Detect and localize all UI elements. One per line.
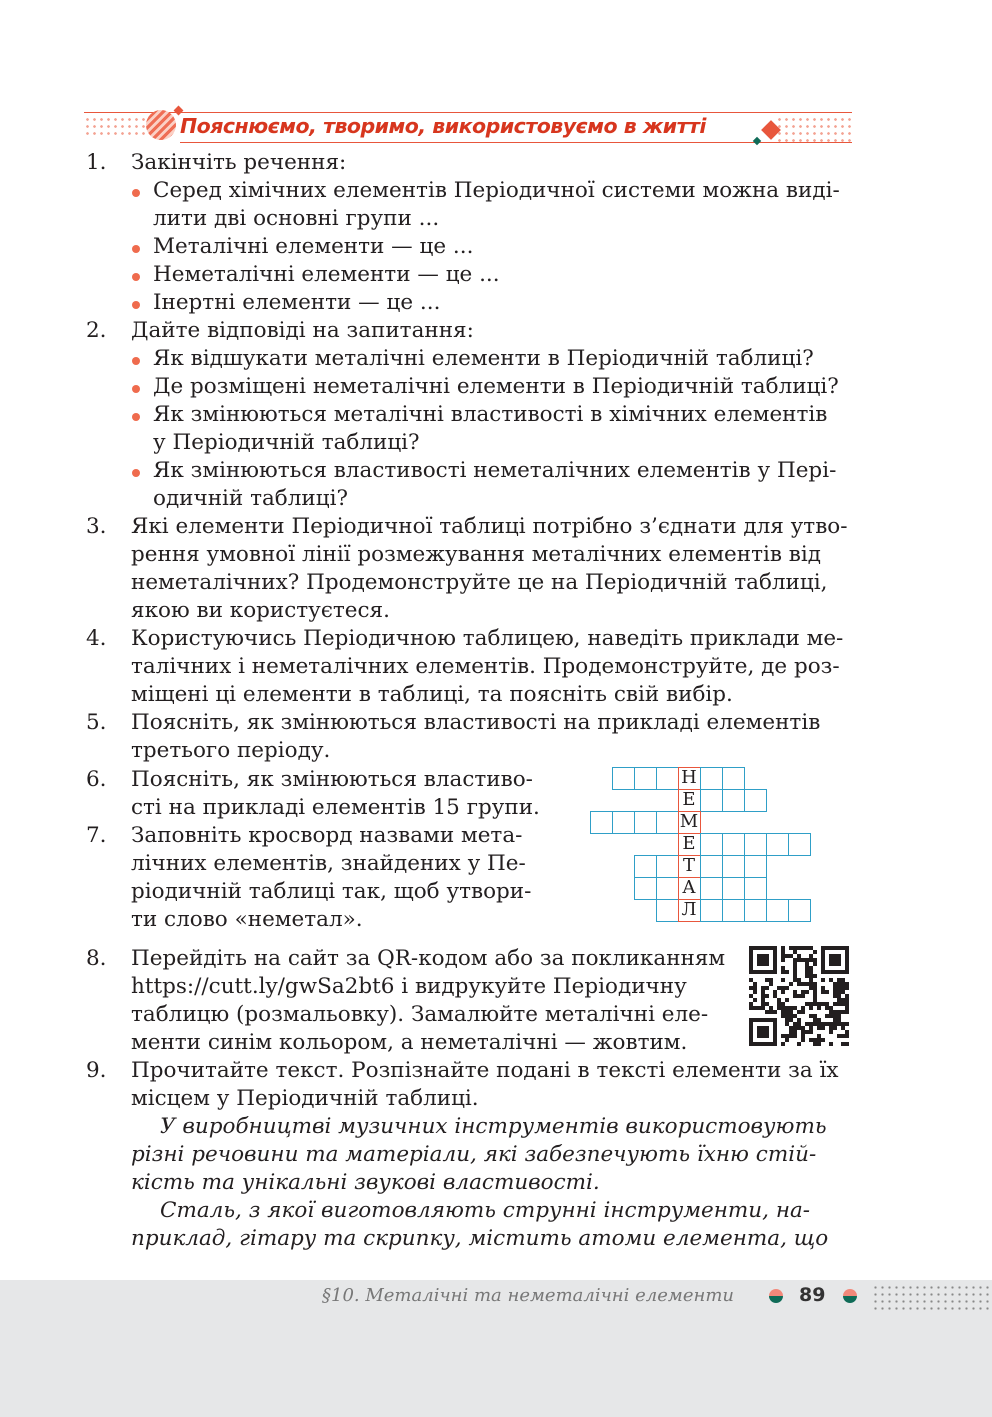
crossword-cell[interactable] (700, 767, 723, 790)
crossword-letter: Н (681, 767, 697, 788)
task-number: 6. (86, 767, 107, 792)
reading-text: кість та унікальні звукові властивості. (131, 1170, 600, 1195)
crossword-cell[interactable] (744, 833, 767, 856)
section-header (84, 108, 852, 148)
bullet-icon (132, 385, 140, 393)
crossword-cell[interactable] (744, 877, 767, 900)
bullet-icon (132, 413, 140, 421)
crossword-letter: Е (682, 789, 696, 810)
bullet-icon (132, 245, 140, 253)
crossword-cell[interactable] (612, 811, 635, 834)
task-text: ти слово «неметал». (131, 907, 363, 932)
bullet-icon (132, 189, 140, 197)
crossword-cell[interactable] (722, 899, 745, 922)
crossword-cell[interactable] (722, 833, 745, 856)
task-text: Користуючись Періодичною таблицею, наведіть приклади ме- (131, 626, 844, 651)
task-text: місцем у Періодичній таблиці. (131, 1086, 479, 1111)
crossword-cell[interactable] (744, 789, 767, 812)
page-number: 89 (799, 1284, 826, 1306)
crossword-cell[interactable] (612, 767, 635, 790)
reading-text: У виробництві музичних інструментів використовують (160, 1114, 827, 1139)
task-text: Закінчіть речення: (131, 150, 347, 175)
bullet-text: Де розміщені неметалічні елементи в Періодичній таблиці? (153, 374, 839, 399)
task-text: Поясніть, як змінюються властивості на прикладі елементів (131, 710, 821, 735)
crossword-letter: Т (682, 855, 695, 876)
crossword-cell[interactable] (788, 833, 811, 856)
task-number: 7. (86, 823, 107, 848)
reading-text: різні речовини та матеріали, які забезпечують їхню стій- (131, 1142, 817, 1167)
bullet-text: Металічні елементи — це ... (153, 234, 474, 259)
bullet-icon (132, 469, 140, 477)
section-title: Пояснюємо, творимо, використовуємо в житті (180, 114, 706, 138)
crossword-cell[interactable] (700, 899, 723, 922)
crossword-cell[interactable] (634, 767, 657, 790)
task-text: Заповніть кросворд назвами мета- (131, 823, 523, 848)
bullet-text: Інертні елементи — це ... (153, 290, 441, 315)
task-text: міщені ці елементи в таблиці, та поясніть свій вибір. (131, 682, 733, 707)
task-number: 1. (86, 150, 107, 175)
header-rule-top (84, 112, 852, 113)
reading-text: приклад, гітару та скрипку, містить атоми елемента, що (131, 1226, 829, 1251)
bullet-text: Неметалічні елементи — це ... (153, 262, 500, 287)
task-number: 4. (86, 626, 107, 651)
bullet-icon (132, 301, 140, 309)
task-number: 9. (86, 1058, 107, 1083)
task-text: таблицю (розмальовку). Замалюйте металічні еле- (131, 1002, 709, 1027)
reading-text: Сталь, з якої виготовляють струнні інструменти, на- (160, 1198, 811, 1223)
crossword-cell[interactable] (744, 899, 767, 922)
task-text: сті на прикладі елементів 15 групи. (131, 795, 540, 820)
striped-circle-icon (146, 110, 176, 140)
crossword-letter: М (679, 811, 699, 832)
task-number: 8. (86, 946, 107, 971)
crossword-cell[interactable] (656, 877, 679, 900)
task-text: Поясніть, як змінюються властиво- (131, 767, 533, 792)
crossword-cell[interactable] (766, 833, 789, 856)
bullet-text: Як відшукати металічні елементи в Періодичній таблиці? (153, 346, 814, 371)
circle-icon (843, 1289, 857, 1303)
crossword-letter: Л (681, 899, 697, 920)
crossword-cell[interactable] (656, 767, 679, 790)
task-text: Які елементи Періодичної таблиці потрібно з’єднати для утво- (131, 514, 848, 539)
crossword-cell[interactable] (722, 767, 745, 790)
task-text: лічних елементів, знайдених у Пе- (131, 851, 526, 876)
crossword-cell[interactable] (700, 855, 723, 878)
task-link-text: https://cutt.ly/gwSa2bt6 і видрукуйте Періодичну (131, 974, 687, 999)
bullet-text: одичній таблиці? (153, 486, 348, 511)
text-run: Серед хімічних елементів Періодичної системи можна виді- (153, 178, 840, 203)
crossword-cell[interactable] (722, 789, 745, 812)
bullet-text: Як змінюються властивості неметалічних елементів у Пері- (153, 458, 837, 483)
task-number: 2. (86, 318, 107, 343)
bullet-icon (132, 273, 140, 281)
crossword-cell[interactable] (722, 855, 745, 878)
dot-pattern-right (776, 116, 852, 142)
crossword-cell[interactable] (634, 855, 657, 878)
task-text: Перейдіть на сайт за QR-кодом або за покликанням (131, 946, 726, 971)
bullet-icon (132, 357, 140, 365)
crossword-cell[interactable] (700, 877, 723, 900)
crossword-cell[interactable] (656, 855, 679, 878)
qr-code[interactable] (749, 946, 849, 1046)
crossword-cell[interactable] (634, 877, 657, 900)
task-text: менти синім кольором, а неметалічні — жовтим. (131, 1030, 688, 1055)
task-number: 3. (86, 514, 107, 539)
circle-icon (769, 1289, 783, 1303)
crossword-letter: А (682, 877, 696, 898)
crossword-cell[interactable] (656, 899, 679, 922)
dot-pattern-left (84, 116, 154, 138)
task-text: Прочитайте текст. Розпізнайте подані в тексті елементи за їх (131, 1058, 839, 1083)
task-text: рення умовної лінії розмежування металічних елементів від (131, 542, 822, 567)
task-text: Дайте відповіді на запитання: (131, 318, 474, 343)
bullet-text: Як змінюються металічні властивості в хімічних елементів (153, 402, 828, 427)
crossword-cell[interactable] (656, 811, 679, 834)
task-number: 5. (86, 710, 107, 735)
task-text: якою ви користуєтеся. (131, 598, 390, 623)
crossword-cell[interactable] (766, 899, 789, 922)
bullet-text: у Періодичній таблиці? (153, 430, 420, 455)
crossword-cell[interactable] (700, 789, 723, 812)
header-rule-bottom (180, 142, 852, 143)
bullet-text (153, 177, 850, 205)
crossword-cell[interactable] (788, 899, 811, 922)
crossword-cell[interactable] (700, 833, 723, 856)
task-text: талічних і неметалічних елементів. Продемонструйте, де роз- (131, 654, 840, 679)
crossword-cell[interactable] (590, 811, 613, 834)
bullet-text: лити дві основні групи ... (153, 206, 440, 231)
crossword-cell[interactable] (722, 877, 745, 900)
crossword-cell[interactable] (634, 811, 657, 834)
task-text: третього періоду. (131, 738, 331, 763)
crossword-letter: Е (682, 833, 696, 854)
task-text: неметалічних? Продемонструйте це на Періодичній таблиці, (131, 570, 828, 595)
diamond-icon (753, 137, 761, 145)
task-text: ріодичній таблиці так, щоб утвори- (131, 879, 532, 904)
footer-section-title: §10. Металічні та неметалічні елементи (322, 1285, 734, 1306)
crossword-cell[interactable] (744, 855, 767, 878)
dot-pattern (872, 1284, 992, 1314)
